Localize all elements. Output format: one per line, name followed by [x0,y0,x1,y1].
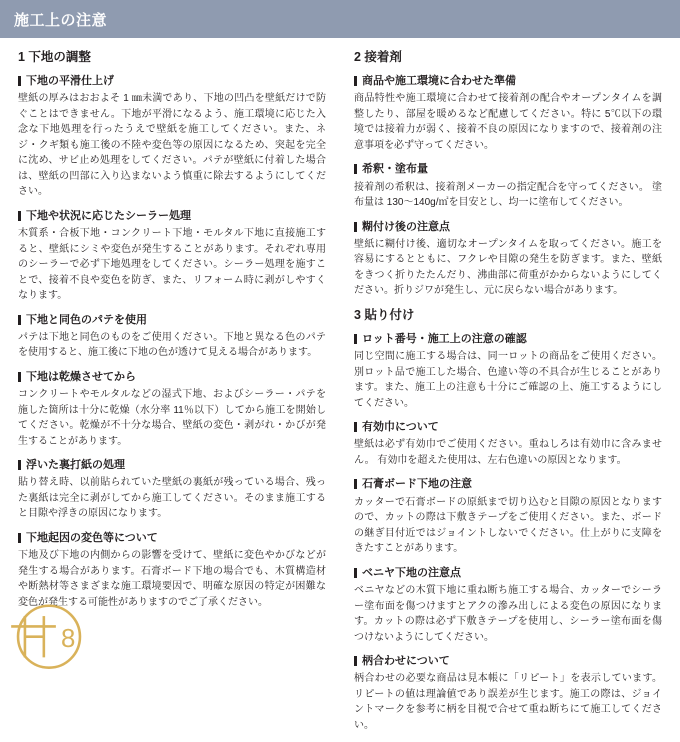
block-heading-text: ベニヤ下地の注意点 [362,566,461,579]
page-title: 施工上の注意 [14,11,108,29]
block-body: 商品特性や施工環境に合わせて接着剤の配合やオープンタイムを調整したり、部屋を暖めるなど配慮してください。特に 5℃以下の環境では接着力が弱く、接着不良の原因になりますので、接着剤の注意事項を必ず守ってください。 [354,93,662,151]
block-heading [354,332,662,346]
tick-icon [354,164,357,174]
block-plywood [354,566,662,645]
block-heading-text: 下地は乾燥させてから [26,370,136,383]
block-body: 下地及び下地の内側からの影響を受けて、壁紙に変色やかびなどが発生する場合があります。石膏ボード下地の場合でも、木質構造材や断熱材等さまざまな施工環境要因で、明確な原因の特定が困難な変色が発生する可能性がありますのでご了承ください。 [18,550,326,608]
header-inner [0,9,107,30]
block-body: 接着剤の希釈は、接着剤メーカーの指定配合を守ってください。 塗布量は 130～140g/㎡を目安とし、均一に塗布してください。 [354,181,662,209]
tick-icon [354,76,357,86]
tick-icon [18,76,21,86]
block-heading-text: 下地起因の変色等について [26,531,158,544]
block-effective-width [354,420,662,468]
block-heading-text: 下地と同色のパテを使用 [26,313,147,326]
watermark-logo-icon [6,592,92,678]
block-heading-text: 有効巾について [362,421,439,434]
block-body: 柄合わせの必要な商品は見本帳に「リピート」を表示しています。 リピートの値は理論値であり誤差が生じます。施工の際は、ジョイントマークを参考に柄を目視で合せて重ね断ちにて施工してください。 [354,673,662,731]
tick-icon [354,479,357,489]
block-heading [18,370,326,384]
block-heiatsu-shiage [18,74,326,200]
tick-icon [18,460,21,470]
section-title-setchakuzai: 2 接着剤 [354,50,402,64]
tick-icon [354,422,357,432]
tick-icon [18,533,21,543]
block-heading-text: 糊付け後の注意点 [362,220,450,233]
block-sealer [18,209,326,304]
section-title-shitaji: 1 下地の調整 [18,50,91,64]
block-heading [18,313,326,327]
block-body: ベニヤなどの木質下地に重ね断ち施工する場合、カッターでシーラー塗布面を傷つけますとアクの滲み出しによる変色の原因になります。カットの際は必ず下敷きテープを使用し、シーラー塗布面を傷つけないようにしてください。 [354,585,662,643]
block-heading [18,531,326,545]
block-body: 貼り替え時、以前貼られていた壁紙の裏紙が残っている場合、残った裏紙は完全に剥がしてから施工してください。そのまま施工すると目隙や浮きの原因になります。 [18,477,326,520]
block-body: 壁紙の厚みはおおよそ 1 ㎜未満であり、下地の凹凸を壁紙だけで防ぐことはできません。下地が平滑になるよう、施工環境に応じた入念な下地処理を行ったうえで壁紙を施工してください。また、ネジ・クギ類も施工後の不陸や変色等の原因になるため、突起を完全に沈め、サビ止め処理をしてください。パテが壁紙に付着した場合は、壁紙の凹部に入り込まないよう慎重に除去するようにしてください。 [18,93,326,198]
block-heading [18,209,326,223]
block-heading-text: 下地の平滑仕上げ [26,75,114,87]
block-gypsum-board [354,477,662,556]
block-heading-text: 下地や状況に応じたシーラー処理 [26,209,191,222]
block-heading [354,162,662,176]
block-heading-text: 柄合わせについて [362,655,450,668]
block-heading [354,74,662,88]
block-heading-text: ロット番号・施工上の注意の確認 [362,332,527,345]
block-heading-text: 商品や施工環境に合わせた準備 [362,75,516,87]
tick-icon [18,372,21,382]
block-body: コンクリートやモルタルなどの湿式下地、およびシーラー・パテを施した箇所は十分に乾燥（水分率 11％以下）してから施工を開始してください。乾燥が不十分な場合、壁紙の変色・剥がれ・かびが発生することがあります。 [18,389,326,447]
block-after-pasting [354,220,662,299]
block-dilution [354,162,662,210]
block-heading-text: 希釈・塗布量 [362,163,428,176]
block-heading [18,458,326,472]
block-heading [354,220,662,234]
block-pattern-matching [354,654,662,733]
block-heading-text: 浮いた裏打紙の処理 [26,459,125,472]
block-putty [18,313,326,361]
block-lot-number [354,332,662,411]
block-heading [18,74,326,88]
block-body: パテは下地と同色のものをご使用ください。下地と異なる色のパテを使用すると、施工後に下地の色が透けて見える場合があります。 [18,331,326,359]
block-backing-paper [18,458,326,522]
tick-icon [354,222,357,232]
block-preparation [354,74,662,153]
block-body: 同じ空間に施工する場合は、同一ロットの商品をご使用ください。別ロット品で施工した場合、色違い等の不具合が生じることがあります。また、施工上の注意も十分にご確認の上、施工するようにしてください。 [354,351,662,409]
tick-icon [18,315,21,325]
block-heading-text: 石膏ボード下地の注意 [362,478,472,491]
tick-icon [354,656,357,666]
block-body: 木質系・合板下地・コンクリート下地・モルタル下地に直接施工すると、壁紙にシミや変色が発生することがあります。それぞれ専用のシーラーで必ず下地処理をしてください。シーラー処理を施すことで、接着不良や変色を防ぎ、また、リフォーム時に剥がしやすくなります。 [18,228,326,302]
block-body: 壁紙は必ず有効巾でご使用ください。重ねしろは有効巾に含みません。 有効巾を超えた使用は、左右色違いの原因となります。 [354,439,662,466]
block-body: カッターで石膏ボードの原紙まで切り込むと目隙の原因となりますので、カットの際は下敷きテープをご使用ください。また、ボードの継ぎ目付近ではジョイントしないでください。仕上がりに支障をきたすことがあります。 [354,496,662,555]
watermark-label: 8 [61,625,76,654]
right-column [340,38,680,742]
tick-icon [354,568,357,578]
content-columns [0,38,680,742]
tick-icon [18,211,21,221]
block-heading [354,420,662,434]
block-heading [354,477,662,491]
block-drying [18,370,326,449]
section-title-haritsuke: 3 貼り付け [354,307,415,322]
block-body: 壁紙に糊付け後、適切なオープンタイムを取ってください。施工を容易にするとともに、フクレや目隙の発生を防ぎます。また、壁紙をきつく折りたたんだり、沸曲部に荷重がかからないようにしてください。折りジワが発生し、元に戻らない場合があります。 [354,238,662,297]
block-heading [354,654,662,668]
page-header [0,0,680,38]
block-heading [354,566,662,580]
tick-icon [354,334,357,344]
